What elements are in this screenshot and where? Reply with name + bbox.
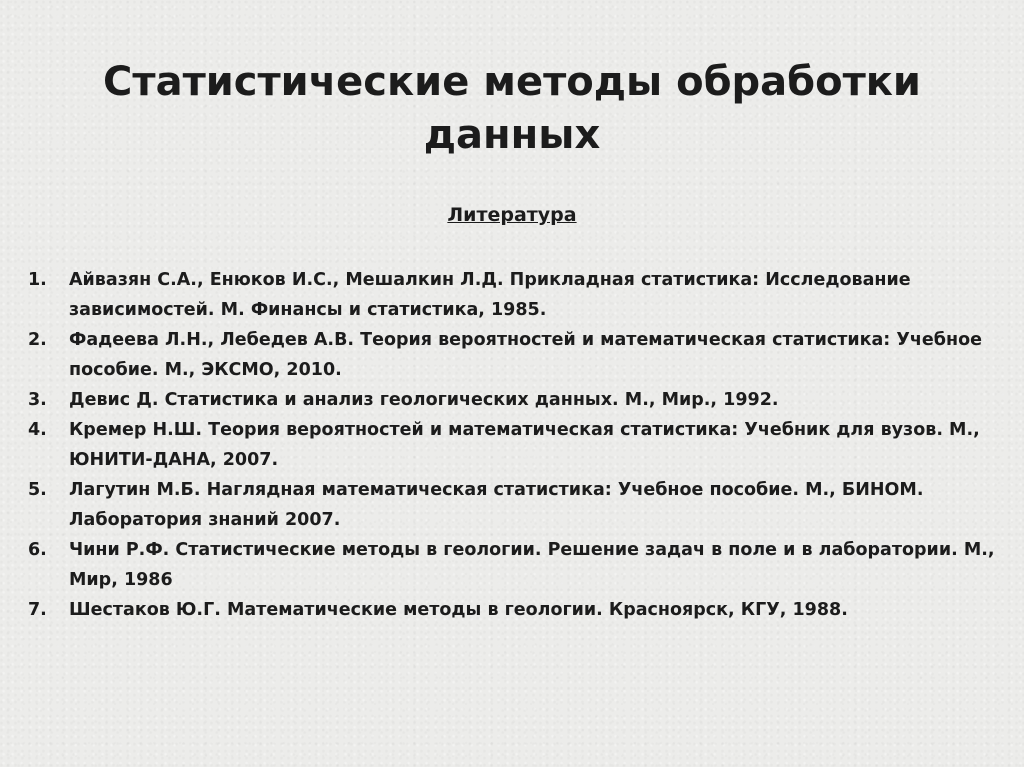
slide-title: Статистические методы обработки данных: [103, 59, 921, 158]
reference-number: 5.: [28, 480, 47, 500]
reference-list: [22, 265, 1007, 625]
reference-number: 1.: [28, 270, 47, 290]
reference-text: Кремер Н.Ш. Теория вероятностей и математическая статистика: Учебник для вузов. М., ЮНИТИ-ДАНА, 2007.: [69, 420, 980, 470]
reference-text: Шестаков Ю.Г. Математические методы в геологии. Красноярск, КГУ, 1988.: [69, 600, 848, 620]
reference-item: [22, 265, 1007, 325]
reference-text: Лагутин М.Б. Наглядная математическая статистика: Учебное пособие. М., БИНОМ. Лаборатория знаний 2007.: [69, 480, 924, 530]
reference-number: 6.: [28, 540, 47, 560]
reference-text: Чини Р.Ф. Статистические методы в геологии. Решение задач в поле и в лаборатории. М., Мир, 1986: [69, 540, 995, 590]
reference-item: [22, 325, 1007, 385]
reference-text: Айвазян С.А., Енюков И.С., Мешалкин Л.Д. Прикладная статистика: Исследование зависимостей. М. Финансы и статистика, 1985.: [69, 270, 911, 320]
reference-number: 3.: [28, 390, 47, 410]
reference-item: [22, 415, 1007, 475]
reference-text: Девис Д. Статистика и анализ геологических данных. М., Мир., 1992.: [69, 390, 779, 410]
reference-item: [22, 535, 1007, 595]
reference-number: 2.: [28, 330, 47, 350]
reference-item: [22, 385, 1007, 415]
slide-subtitle: Литература: [447, 204, 577, 226]
reference-number: 7.: [28, 600, 47, 620]
reference-text: Фадеева Л.Н., Лебедев А.В. Теория вероятностей и математическая статистика: Учебное пособие. М., ЭКСМО, 2010.: [69, 330, 982, 380]
reference-item: [22, 475, 1007, 535]
reference-number: 4.: [28, 420, 47, 440]
reference-item: [22, 595, 1007, 625]
